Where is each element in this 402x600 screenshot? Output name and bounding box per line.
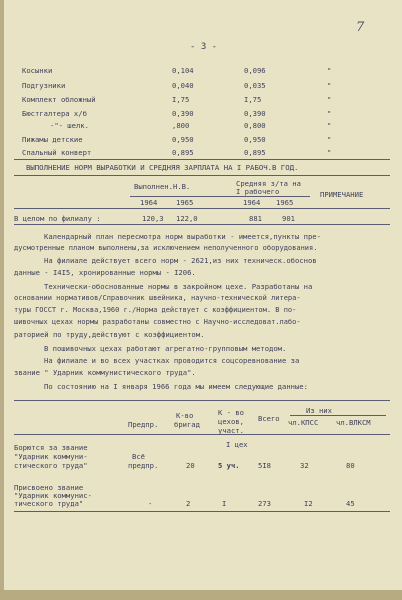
comp-row-cpsu: 32 <box>300 461 309 470</box>
comp-table-rule <box>14 511 390 512</box>
comp-header-sections: участ. <box>218 426 244 435</box>
comp-header-rule <box>290 415 386 416</box>
item-ditto: " <box>327 95 332 104</box>
comp-row-enterprise: - <box>148 499 153 508</box>
paragraph-line: На филиале и во всех участках проводится соцсоревнование за <box>44 356 300 365</box>
paragraph-line: На филиале действует всего норм - 2621,из них техническ.обоснов <box>44 256 317 265</box>
norms-header-wage: Средняя з/та на <box>236 179 301 188</box>
comp-row-sections: 5 уч. <box>218 461 240 470</box>
item-value-1: 0,895 <box>172 148 194 157</box>
norms-header-note: ПРИМЕЧАНИЕ <box>320 190 364 199</box>
comp-header-total: Всего <box>258 414 280 423</box>
norms-year: 1964 <box>243 198 261 207</box>
norms-year: 1965 <box>176 198 194 207</box>
comp-header-komsomol: чл.ВЛКСМ <box>336 418 371 427</box>
page-number: - 3 - <box>190 42 218 52</box>
comp-header-of-them: Из них <box>306 406 332 415</box>
paragraph-line: шивочных цехах нормы разработаны совместно с Научно-исследоват.лабо- <box>14 318 301 326</box>
comp-row-cpsu: I2 <box>304 499 313 508</box>
item-value-1: I,75 <box>172 95 190 104</box>
comp-row-brigades: 20 <box>186 461 195 470</box>
norms-year: 1964 <box>140 198 158 207</box>
comp-table-rule <box>14 400 390 401</box>
comp-row-komsomol: 80 <box>346 461 355 470</box>
item-row <box>22 135 382 145</box>
norms-row-label: В целом по филиалу : <box>14 214 101 223</box>
paragraph-line: туры ГОССТ г. Москва,1960 г./Норма действует с коэффициентом. В по- <box>14 306 297 314</box>
item-ditto: " <box>327 109 332 118</box>
comp-header-shops-sub: цехов, <box>218 417 244 426</box>
item-name: -"- шелк. <box>50 121 89 130</box>
item-ditto: " <box>327 81 332 90</box>
paragraph-line: звание " Ударник коммунистического труда". <box>14 368 196 377</box>
paragraph-line: В пошивочных цехах работают агрегатно-групповым методом. <box>44 344 287 353</box>
section-title: ВЫПОЛНЕНИЕ НОРМ ВЫРАБОТКИ И СРЕДНЯЯ ЗАРПЛАТА НА I РАБОЧ.В ГОД. <box>26 163 299 172</box>
item-ditto: " <box>327 66 332 75</box>
norms-table-rule <box>14 208 390 209</box>
comp-row-shops: I цех <box>226 440 248 449</box>
comp-header-brigades: К-во <box>176 411 194 420</box>
item-value-1: 0,040 <box>172 81 194 90</box>
item-ditto: " <box>327 135 332 144</box>
norms-row-value: 881 <box>249 214 262 223</box>
comp-row-komsomol: 45 <box>346 499 355 508</box>
norms-table-rule <box>14 224 390 225</box>
item-value-2: 0,800 <box>244 121 266 130</box>
norms-row-value: 120,3 <box>142 214 164 223</box>
item-value-1: 0,104 <box>172 66 194 75</box>
paragraph-line: Календарный план пересмотра норм выработки - имеется,пункты пре- <box>44 232 321 241</box>
paragraph-line: Технически-обоснованные нормы в закройном цехе. Разработаны на <box>44 282 313 291</box>
handwritten-page-mark: 7 <box>356 20 365 35</box>
comp-row-total: 5I8 <box>258 461 271 470</box>
item-name: Спальный конверт <box>22 148 92 157</box>
item-value-1: 0,950 <box>172 135 194 144</box>
item-name: Комплект обложный <box>22 95 96 104</box>
comp-row-enterprise: Всё <box>132 452 145 461</box>
item-value-1: ,800 <box>172 121 190 130</box>
comp-row-label: "Ударник коммуни- <box>14 452 88 461</box>
item-row <box>22 109 382 119</box>
comp-header-shops: К - во <box>218 408 244 417</box>
section-rule <box>14 159 390 160</box>
item-name: Подгузники <box>22 81 66 90</box>
comp-row-total: 273 <box>258 499 271 508</box>
comp-row-label: Присвоено звание <box>14 483 84 492</box>
comp-header-enterprise: Предпр. <box>128 420 159 429</box>
paragraph-line: По состоянию на I января 1966 года мы имеем следующие данные: <box>44 382 308 391</box>
comp-row-sections: I <box>222 499 227 508</box>
item-row <box>22 95 382 105</box>
norms-row-value: 901 <box>282 214 295 223</box>
item-name: Бюстгалтера х/б <box>22 109 87 118</box>
paragraph-line: данные - I4I5, хронированные нормы - I206. <box>14 268 196 277</box>
item-row <box>22 66 382 76</box>
item-row <box>22 148 382 158</box>
item-value-2: 0,096 <box>244 66 266 75</box>
norms-header-performance: Выполнен.Н.В. <box>134 182 191 191</box>
norms-year: 1965 <box>276 198 294 207</box>
item-row <box>22 121 382 131</box>
section-rule <box>14 175 390 176</box>
item-row <box>22 81 382 91</box>
comp-row-label: "Ударник коммунис- <box>14 491 92 500</box>
comp-row-label: Борются за звание <box>14 443 88 452</box>
comp-row-brigades: 2 <box>186 499 191 508</box>
paragraph-line: дусмотренные планом выполнены,за исключением неполученного оборудования. <box>14 244 318 252</box>
item-name: Пижамы детские <box>22 135 83 144</box>
item-ditto: " <box>327 121 332 130</box>
paragraph-line: основании нормативов/Справочник швейника, научно-технической литера- <box>14 294 301 302</box>
comp-row-label: стического труда" <box>14 461 88 470</box>
comp-row-label: тического труда" <box>14 499 84 508</box>
item-value-2: I,75 <box>244 95 262 104</box>
item-value-1: 0,390 <box>172 109 194 118</box>
comp-header-cpsu: чл.КПСС <box>288 418 319 427</box>
page-bottom-edge <box>0 590 402 600</box>
page-left-edge <box>0 0 4 600</box>
item-value-2: 0,390 <box>244 109 266 118</box>
norms-header-wage-sub: I рабочего <box>236 187 280 196</box>
comp-row-enterprise: предпр. <box>128 461 159 470</box>
paragraph-line: раторией по труду,действуют с коэффициентом. <box>14 330 205 339</box>
norms-header-rule <box>130 196 310 197</box>
comp-table-rule <box>14 434 390 435</box>
item-value-2: 0,035 <box>244 81 266 90</box>
item-name: Косынки <box>22 66 53 75</box>
item-ditto: " <box>327 148 332 157</box>
comp-header-brigades-sub: бригад <box>174 420 200 429</box>
norms-row-value: 122,0 <box>176 214 198 223</box>
item-value-2: 0,895 <box>244 148 266 157</box>
item-value-2: 0,950 <box>244 135 266 144</box>
